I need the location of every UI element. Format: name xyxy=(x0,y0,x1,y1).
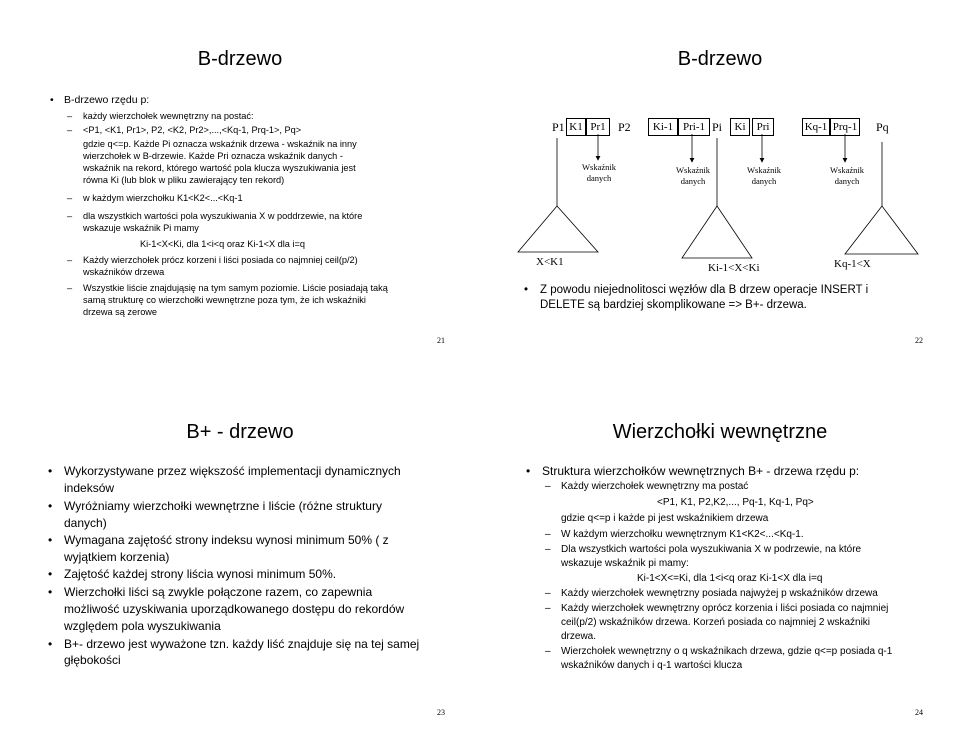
dash-icon: – xyxy=(545,646,551,657)
text-line: równa Ki (lub blok w pliku zawierający ten rekord) xyxy=(83,175,285,185)
bullet-icon: • xyxy=(48,585,53,599)
dash-icon: – xyxy=(67,125,73,135)
list-item: • B+- drzewo jest wyważone tzn. każdy liść znajduje się na tej samej xyxy=(48,637,420,651)
text-line: Ki-1<X<=Ki, dla 1<i<q oraz Ki-1<X dla i=q xyxy=(637,573,823,584)
text-line: danych) xyxy=(64,516,107,530)
dash-icon: – xyxy=(545,588,551,599)
text-line: wskaźników danych i q-1 wartości klucza xyxy=(561,660,743,671)
text-line: wierzchołek w B-drzewie. Każde Pri oznacza wskaźnik danych - xyxy=(83,151,343,161)
slide-22-title: B-drzewo xyxy=(677,48,763,70)
dash-icon: – xyxy=(545,544,551,555)
text-line: możliwość uzyskiwania uporządkowanego dostępu do rekordów xyxy=(64,602,405,616)
bullet-icon: • xyxy=(48,533,53,547)
list-item: – Dla wszystkich wartości pola wyszukiwania X w podrzewie, na które xyxy=(545,544,862,555)
list-item: – Każdy wierzchołek wewnętrzny posiada najwyżej p wskaźników drzewa xyxy=(545,588,878,599)
list-item: – dla wszystkich wartości pola wyszukiwania X w poddrzewie, na które xyxy=(67,211,363,221)
subtree-range-first: X<K1 xyxy=(536,256,564,268)
bullet-icon: • xyxy=(48,567,53,581)
list-item: – W każdym wierzchołku wewnętrznym K1<K2<...<Kq-1. xyxy=(545,529,804,540)
slide-23-title: B+ - drzewo xyxy=(186,421,294,443)
list-item: – Każdy wierzchołek wewnętrzny ma postać xyxy=(545,481,749,492)
list-item: – Każdy wierzchołek wewnętrzny oprócz korzenia i liści posiada co najmniej xyxy=(545,603,889,614)
dash-icon: – xyxy=(67,255,73,265)
key-ki: Ki xyxy=(730,118,750,136)
page-number: 22 xyxy=(915,336,923,345)
list-item: • Wyróżniamy wierzchołki wewnętrzne i liście (różne struktury xyxy=(48,499,382,513)
page-number: 24 xyxy=(915,708,923,717)
slide-24-title: Wierzchołki wewnętrzne xyxy=(612,421,828,443)
key-kq-1: Kq-1 xyxy=(802,118,830,136)
text-line: gdzie q<=p. Każde Pi oznacza wskaźnik drzewa - wskaźnik na inny xyxy=(83,139,357,149)
data-pointer-pr1: Pr1 xyxy=(586,118,610,136)
text-line: <P1, K1, P2,K2,..., Pq-1, Kq-1, Pq> xyxy=(657,497,814,508)
text-line: względem pola wyszukiwania xyxy=(64,619,221,633)
text-line: drzewa są zerowe xyxy=(83,307,158,317)
page-number: 23 xyxy=(437,708,445,717)
list-item: – Każdy wierzchołek prócz korzeni i liści posiada co najmniej ceil(p/2) xyxy=(67,255,358,265)
data-pointer-pri-1: Pri-1 xyxy=(678,118,710,136)
pointer-p2: P2 xyxy=(618,120,631,134)
list-item: – każdy wierzchołek wewnętrzny na postać: xyxy=(67,111,254,121)
list-item: – Wierzchołek wewnętrzny o q wskaźnikach drzewa, gdzie q<=p posiada q-1 xyxy=(545,646,893,657)
page-number: 21 xyxy=(437,336,445,345)
dash-icon: – xyxy=(67,193,73,203)
subtree-range-middle: Ki-1<X<Ki xyxy=(708,262,760,274)
text-line: wskazuje wskaźnik pi mamy: xyxy=(561,558,689,569)
pointer-pi: Pi xyxy=(712,120,723,134)
bullet-icon: • xyxy=(48,637,53,651)
data-pointer-prq-1: Prq-1 xyxy=(830,118,860,136)
text-line: DELETE są bardziej skomplikowane => B+- drzewa. xyxy=(540,299,807,311)
text-line: ceil(p/2) wskaźników drzewa. Korzeń posiada co najmniej 2 wskaźniki xyxy=(561,617,871,628)
data-pointer-label: Wskaźnik danych xyxy=(830,165,864,186)
list-item: • Zajętość każdej strony liścia wynosi minimum 50%. xyxy=(48,567,337,581)
dash-icon: – xyxy=(67,283,73,293)
dash-icon: – xyxy=(67,211,73,221)
text-line: wyjątkiem korzenia) xyxy=(64,550,170,564)
text-line: wskaźnik na rekord, którego wartość pola klucza wyszukiwania jest xyxy=(83,163,356,173)
list-item: – Wszystkie liście znajdująsię na tym samym poziomie. Liście posiadają taką xyxy=(67,283,388,293)
list-item: • Z powodu niejednolitosci węzłów dla B drzew operacje INSERT i xyxy=(524,284,869,296)
subtree-range-last: Kq-1<X xyxy=(834,258,871,270)
text-line: drzewa. xyxy=(561,631,597,642)
data-pointer-label: Wskaźnik danych xyxy=(676,165,710,186)
pointer-pq: Pq xyxy=(876,120,889,134)
key-ki-1: Ki-1 xyxy=(648,118,678,136)
text-line: głębokości xyxy=(64,653,121,667)
bullet-icon: • xyxy=(524,284,529,296)
list-item: • Wykorzystywane przez większość implementacji dynamicznych xyxy=(48,464,401,478)
data-pointer-label: Wskaźnik danych xyxy=(582,162,616,183)
bullet-icon: • xyxy=(50,94,54,106)
pointer-p1: P1 xyxy=(552,120,565,134)
dash-icon: – xyxy=(67,111,73,121)
list-item: • Struktura wierzchołków wewnętrznych B+ - drzewa rzędu p: xyxy=(526,464,860,478)
text-line: wskazuje wskaźnik Pi mamy xyxy=(83,223,199,233)
text-line: samą strukturę co wierzchołki wewnętrzne poza tym, że ich wskaźniki xyxy=(83,295,366,305)
text-line: Ki-1<X<Ki, dla 1<i<q oraz Ki-1<X dla i=q xyxy=(140,239,305,249)
list-item: • B-drzewo rzędu p: xyxy=(50,94,150,106)
dash-icon: – xyxy=(545,481,551,492)
text-line: indeksów xyxy=(64,481,115,495)
list-item: • Wymagana zajętość strony indeksu wynosi minimum 50% ( z xyxy=(48,533,389,547)
dash-icon: – xyxy=(545,603,551,614)
list-item: – <P1, <K1, Pr1>, P2, <K2, Pr2>,...,<Kq-1, Prq-1>, Pq> xyxy=(67,125,302,135)
text-line: wskaźników drzewa xyxy=(83,267,165,277)
dash-icon: – xyxy=(545,529,551,540)
bullet-icon: • xyxy=(526,464,531,478)
slide-21-title: B-drzewo xyxy=(197,48,283,70)
data-pointer-pri: Pri xyxy=(752,118,774,136)
key-k1: K1 xyxy=(566,118,586,136)
bullet-icon: • xyxy=(48,499,53,513)
text-line: gdzie q<=p i każde pi jest wskaźnikiem drzewa xyxy=(561,513,769,524)
list-item: • Wierzchołki liści są zwykle połączone razem, co zapewnia xyxy=(48,585,373,599)
data-pointer-label: Wskaźnik danych xyxy=(747,165,781,186)
list-item: – w każdym wierzchołku K1<K2<...<Kq-1 xyxy=(67,193,243,203)
bullet-icon: • xyxy=(48,464,53,478)
